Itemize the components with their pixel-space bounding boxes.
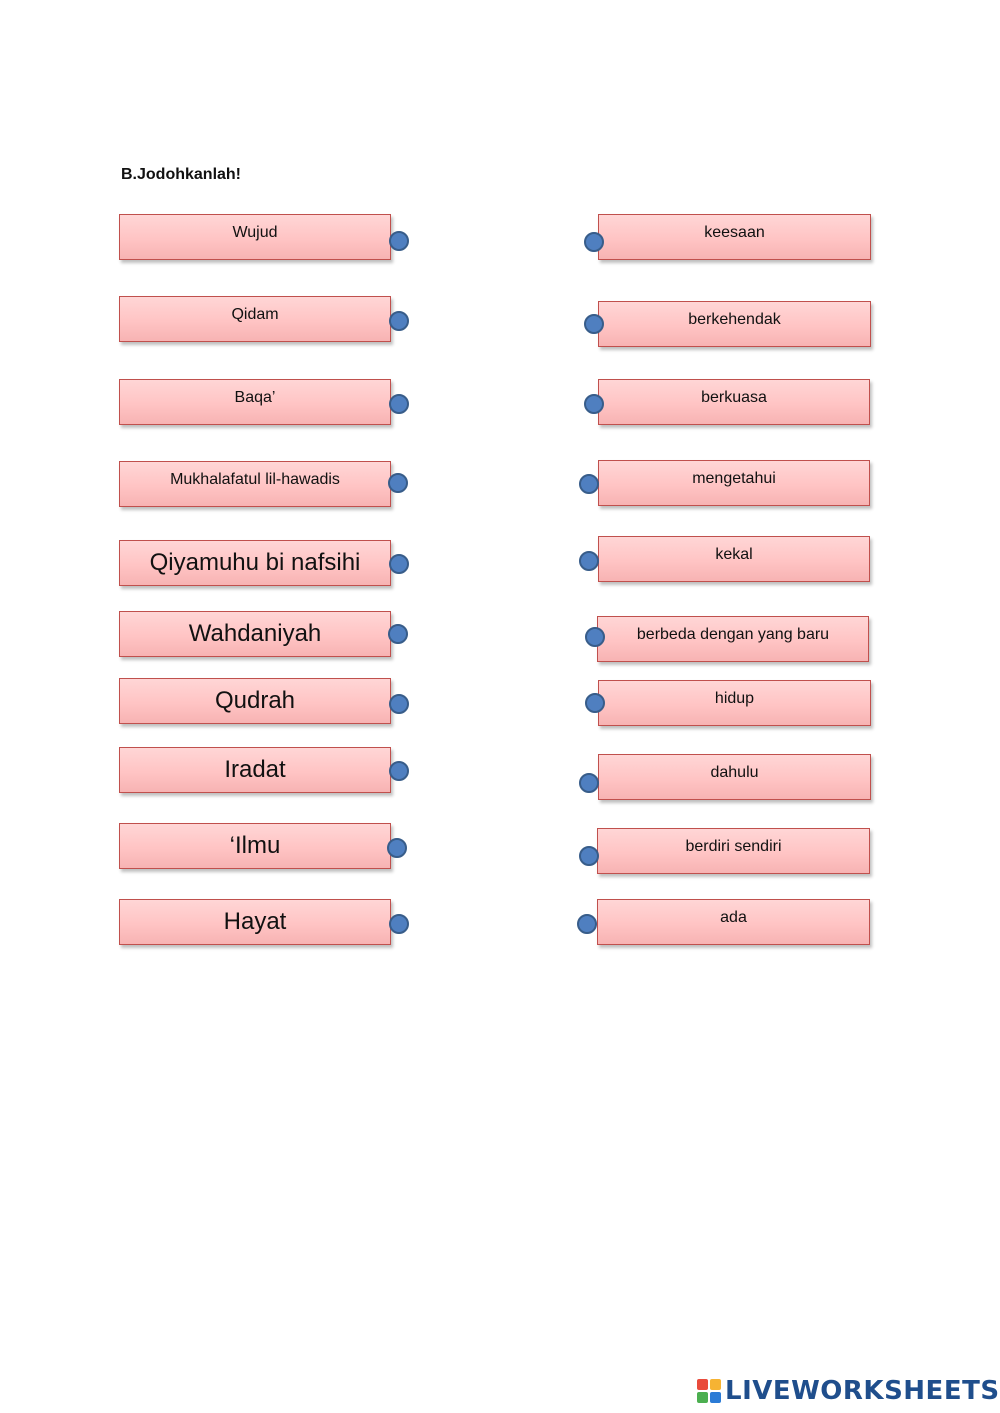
left-item-label: Baqa’ xyxy=(234,389,276,406)
left-item-qiyamuhu xyxy=(119,540,391,586)
right-item-berkuasa xyxy=(598,379,870,425)
right-item-keesaan xyxy=(598,214,871,260)
right-match-dot[interactable] xyxy=(584,232,604,252)
left-match-dot[interactable] xyxy=(389,394,409,414)
right-match-dot[interactable] xyxy=(579,846,599,866)
left-item-label: Qudrah xyxy=(214,687,296,714)
right-item-label: berkehendak xyxy=(688,311,781,328)
right-match-dot[interactable] xyxy=(577,914,597,934)
left-item-hayat xyxy=(119,899,391,945)
left-item-label: Wahdaniyah xyxy=(188,620,322,647)
left-item-wujud xyxy=(119,214,391,260)
left-item-label: Mukhalafatul lil-hawadis xyxy=(170,471,340,488)
logo-square xyxy=(697,1392,708,1403)
left-match-dot[interactable] xyxy=(387,838,407,858)
left-match-dot[interactable] xyxy=(389,554,409,574)
right-item-label: keesaan xyxy=(704,224,765,241)
right-match-dot[interactable] xyxy=(579,474,599,494)
left-item-ilmu xyxy=(119,823,391,869)
right-match-dot[interactable] xyxy=(579,551,599,571)
logo-text: LIVEWORKSHEETS xyxy=(725,1376,1000,1406)
right-item-label: berkuasa xyxy=(701,389,767,406)
logo-square xyxy=(710,1392,721,1403)
left-item-baqa xyxy=(119,379,391,425)
right-match-dot[interactable] xyxy=(584,314,604,334)
liveworksheets-logo xyxy=(697,1376,1000,1406)
right-item-label: kekal xyxy=(715,546,753,563)
left-item-qidam xyxy=(119,296,391,342)
left-item-label: Hayat xyxy=(223,908,287,935)
right-match-dot[interactable] xyxy=(585,693,605,713)
right-match-dot[interactable] xyxy=(579,773,599,793)
left-item-label: Qidam xyxy=(231,306,279,323)
right-item-berkehendak xyxy=(598,301,871,347)
right-item-label: hidup xyxy=(714,690,755,707)
logo-square xyxy=(697,1379,708,1390)
left-match-dot[interactable] xyxy=(389,231,409,251)
logo-square xyxy=(710,1379,721,1390)
logo-mark-icon xyxy=(697,1379,721,1403)
right-item-label: dahulu xyxy=(710,764,759,781)
left-match-dot[interactable] xyxy=(389,761,409,781)
right-item-berdiri-sendiri xyxy=(597,828,870,874)
left-match-dot[interactable] xyxy=(389,694,409,714)
right-match-dot[interactable] xyxy=(585,627,605,647)
left-item-qudrah xyxy=(119,678,391,724)
left-match-dot[interactable] xyxy=(388,624,408,644)
right-item-label: ada xyxy=(720,909,747,926)
right-item-kekal xyxy=(598,536,870,582)
left-match-dot[interactable] xyxy=(389,311,409,331)
right-item-label: mengetahui xyxy=(692,470,776,487)
right-item-label: berdiri sendiri xyxy=(685,838,782,855)
left-match-dot[interactable] xyxy=(388,473,408,493)
left-item-mukhalafatul xyxy=(119,461,391,507)
left-item-label: Iradat xyxy=(224,756,286,783)
left-item-wahdaniyah xyxy=(119,611,391,657)
left-item-iradat xyxy=(119,747,391,793)
right-item-hidup xyxy=(598,680,871,726)
left-item-label: Qiyamuhu bi nafsihi xyxy=(149,549,361,576)
right-item-ada xyxy=(597,899,870,945)
right-match-dot[interactable] xyxy=(584,394,604,414)
worksheet-title: B.Jodohkanlah! xyxy=(121,166,242,183)
left-item-label: Wujud xyxy=(232,224,278,241)
left-match-dot[interactable] xyxy=(389,914,409,934)
right-item-dahulu xyxy=(598,754,871,800)
right-item-mengetahui xyxy=(598,460,870,506)
right-item-label: berbeda dengan yang baru xyxy=(636,626,830,643)
right-item-berbeda xyxy=(597,616,869,662)
left-item-label: ‘Ilmu xyxy=(229,832,281,859)
